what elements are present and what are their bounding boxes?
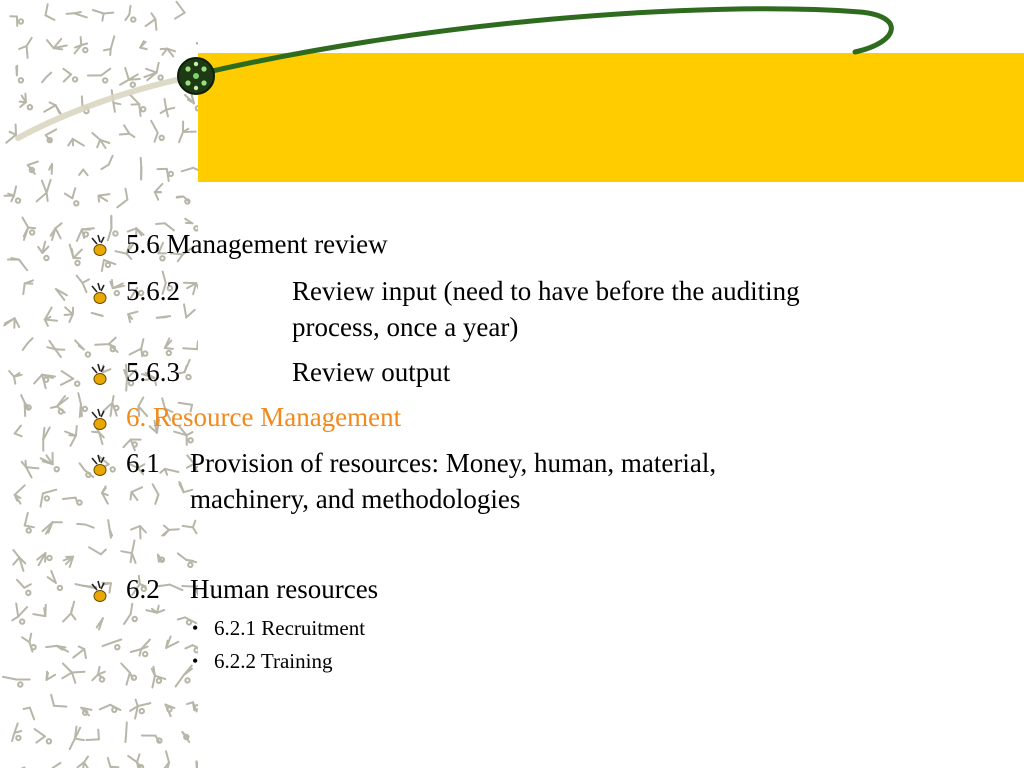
bee-bullet-icon [88, 453, 110, 477]
bullet-provision-line2: machinery, and methodologies [190, 484, 521, 514]
bullet-resource-management: 6. Resource Management [126, 402, 402, 432]
bullet-number: 5.6.3 [126, 357, 180, 387]
bullet-number: 5.6.2 [126, 276, 180, 306]
bee-bullet-icon [88, 233, 110, 257]
bullet-review-input-line1: Review input (need to have before the auditing [292, 276, 800, 306]
bullet-provision-line1: Provision of resources: Money, human, material, [190, 448, 717, 478]
bee-bullet-icon [88, 579, 110, 603]
bullet-number: 6.2 [126, 574, 160, 604]
bullet-management-review: 5.6 Management review [126, 229, 388, 259]
sub-bullet-marker: • [192, 651, 199, 671]
bee-bullet-icon [88, 362, 110, 386]
sub-bullet-marker: • [192, 618, 199, 638]
bee-bullet-icon [88, 407, 110, 431]
sub-bullet-recruitment: 6.2.1 Recruitment [214, 616, 366, 640]
bullet-review-input-line2: process, once a year) [292, 312, 519, 342]
bullet-human-resources: Human resources [190, 574, 379, 604]
sub-bullet-training: 6.2.2 Training [214, 649, 333, 673]
bee-bullet-icon [88, 281, 110, 305]
bullet-number: 6.1 [126, 448, 160, 478]
bullet-review-output: Review output [292, 357, 451, 387]
